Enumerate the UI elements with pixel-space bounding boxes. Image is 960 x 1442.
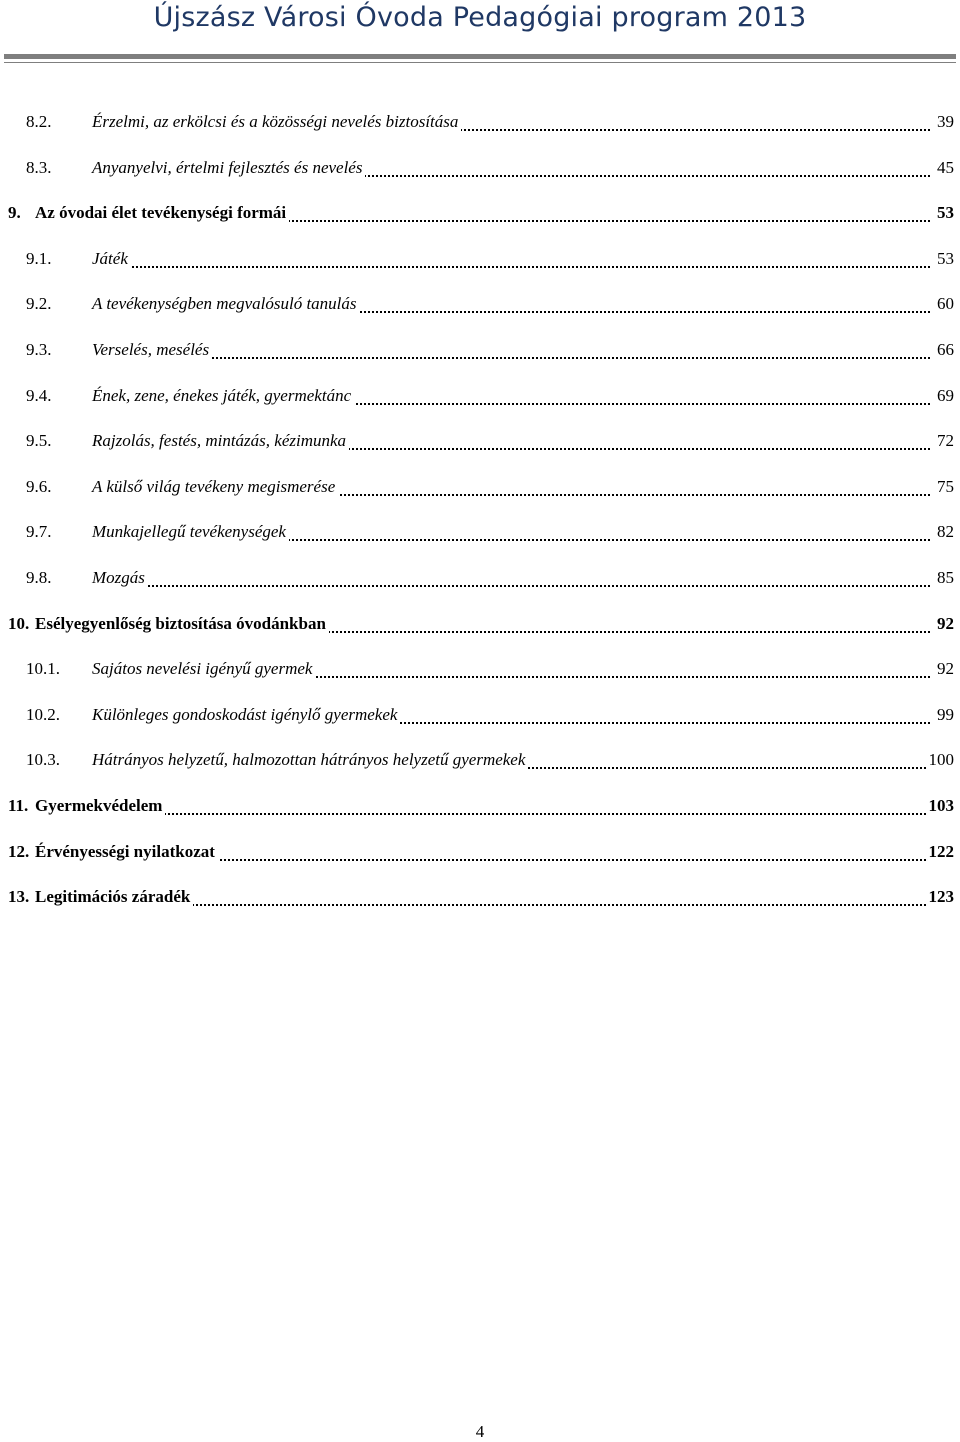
toc-entry-page: 82 — [934, 522, 954, 542]
toc-entry-page: 92 — [934, 659, 954, 679]
toc-entry-page: 123 — [926, 887, 955, 907]
toc-entry[interactable] — [0, 737, 960, 783]
toc-entry-number: 9.7. — [26, 522, 52, 542]
toc-entry-title: Munkajellegű tevékenységek — [92, 522, 289, 542]
page-header-title: Újszász Városi Óvoda Pedagógiai program 2013 — [153, 2, 807, 33]
toc-entry-number: 10. — [8, 613, 30, 633]
toc-entry-title: Érvényességi nyilatkozat — [35, 842, 218, 862]
toc-entry-page: 69 — [934, 386, 954, 406]
toc-entry[interactable] — [0, 509, 960, 555]
toc-entry[interactable] — [0, 145, 960, 191]
toc-entry-number: 9. — [8, 203, 21, 223]
toc-entry-title: Különleges gondoskodást igénylő gyermekek — [92, 705, 400, 725]
toc-entry-title: Verselés, mesélés — [92, 340, 212, 360]
toc-entry-page: 99 — [934, 705, 954, 725]
toc-entry-page: 60 — [934, 294, 954, 314]
toc-entry[interactable] — [0, 281, 960, 327]
toc-entry-page: 75 — [934, 477, 954, 497]
toc-entry[interactable] — [0, 874, 960, 920]
toc-entry-title: Sajátos nevelési igényű gyermek — [92, 659, 315, 679]
toc-entry-number: 9.4. — [26, 385, 52, 405]
toc-entry-page: 39 — [934, 112, 954, 132]
toc-entry-title: Rajzolás, festés, mintázás, kézimunka — [92, 431, 349, 451]
toc-entry[interactable] — [0, 601, 960, 647]
toc-entry-page: 122 — [926, 842, 955, 862]
toc-dot-leader — [35, 811, 930, 815]
toc-entry-number: 11. — [8, 796, 29, 815]
header-divider-thick — [4, 54, 956, 59]
toc-entry-title: A tevékenységben megvalósuló tanulás — [92, 294, 360, 314]
toc-entry-title: Ének, zene, énekes játék, gyermektánc — [92, 386, 354, 406]
toc-entry[interactable] — [0, 373, 960, 419]
toc-entry[interactable] — [0, 783, 960, 829]
toc-entry[interactable] — [0, 418, 960, 464]
toc-entry[interactable] — [0, 190, 960, 236]
toc-entry-page: 103 — [926, 796, 955, 816]
toc-entry-number: 9.1. — [26, 248, 52, 268]
toc-entry-title: Mozgás — [92, 568, 148, 588]
toc-entry-number: 8.3. — [26, 157, 52, 177]
toc-entry-number: 13. — [8, 887, 30, 907]
toc-dot-leader — [92, 355, 930, 359]
toc-entry-page: 53 — [934, 249, 954, 269]
toc-entry-number: 9.3. — [26, 340, 52, 359]
toc-entry-number: 9.6. — [26, 476, 52, 496]
toc-entry-number: 10.1. — [26, 659, 60, 679]
toc-entry[interactable] — [0, 646, 960, 692]
toc-entry-page: 100 — [926, 750, 955, 770]
toc-entry[interactable] — [0, 236, 960, 282]
toc-entry-page: 85 — [934, 568, 954, 588]
toc-entry[interactable] — [0, 99, 960, 145]
toc-entry-title: A külső világ tevékeny megismerése — [92, 477, 338, 497]
toc-entry-number: 8.2. — [26, 112, 52, 131]
toc-entry-number: 10.3. — [26, 750, 60, 770]
toc-entry[interactable] — [0, 327, 960, 373]
toc-entry-title: Anyanyelvi, értelmi fejlesztés és nevelés — [92, 158, 365, 178]
toc-entry-number: 9.2. — [26, 294, 52, 314]
toc-dot-leader — [92, 264, 930, 268]
toc-entry-page: 72 — [934, 431, 954, 451]
toc-entry[interactable] — [0, 555, 960, 601]
toc-entry-title: Gyermekvédelem — [35, 796, 165, 816]
toc-entry-number: 9.5. — [26, 431, 52, 451]
toc-entry-page: 66 — [934, 340, 954, 360]
header-divider-thin — [4, 62, 956, 63]
toc-entry-page: 92 — [934, 614, 954, 634]
page-number: 4 — [475, 1422, 485, 1441]
toc-entry-page: 53 — [934, 203, 954, 223]
toc-entry[interactable] — [0, 464, 960, 510]
toc-entry[interactable] — [0, 692, 960, 738]
toc-dot-leader — [92, 583, 930, 587]
toc-entry-title: Legitimációs záradék — [35, 887, 193, 907]
toc-entry-number: 9.8. — [26, 568, 52, 587]
toc-entry-title: Játék — [92, 249, 131, 269]
toc-entry-title: Érzelmi, az erkölcsi és a közösségi nevelés biztosítása — [92, 112, 461, 132]
toc-entry[interactable] — [0, 829, 960, 875]
toc-entry-title: Az óvodai élet tevékenységi formái — [35, 203, 289, 223]
toc-entry-title: Esélyegyenlőség biztosítása óvodánkban — [35, 614, 329, 634]
toc-entry-page: 45 — [934, 158, 954, 178]
toc-entry-number: 12. — [8, 841, 30, 861]
toc-entry-title: Hátrányos helyzetű, halmozottan hátrányos helyzetű gyermekek — [92, 750, 528, 770]
toc-entry-number: 10.2. — [26, 704, 60, 724]
